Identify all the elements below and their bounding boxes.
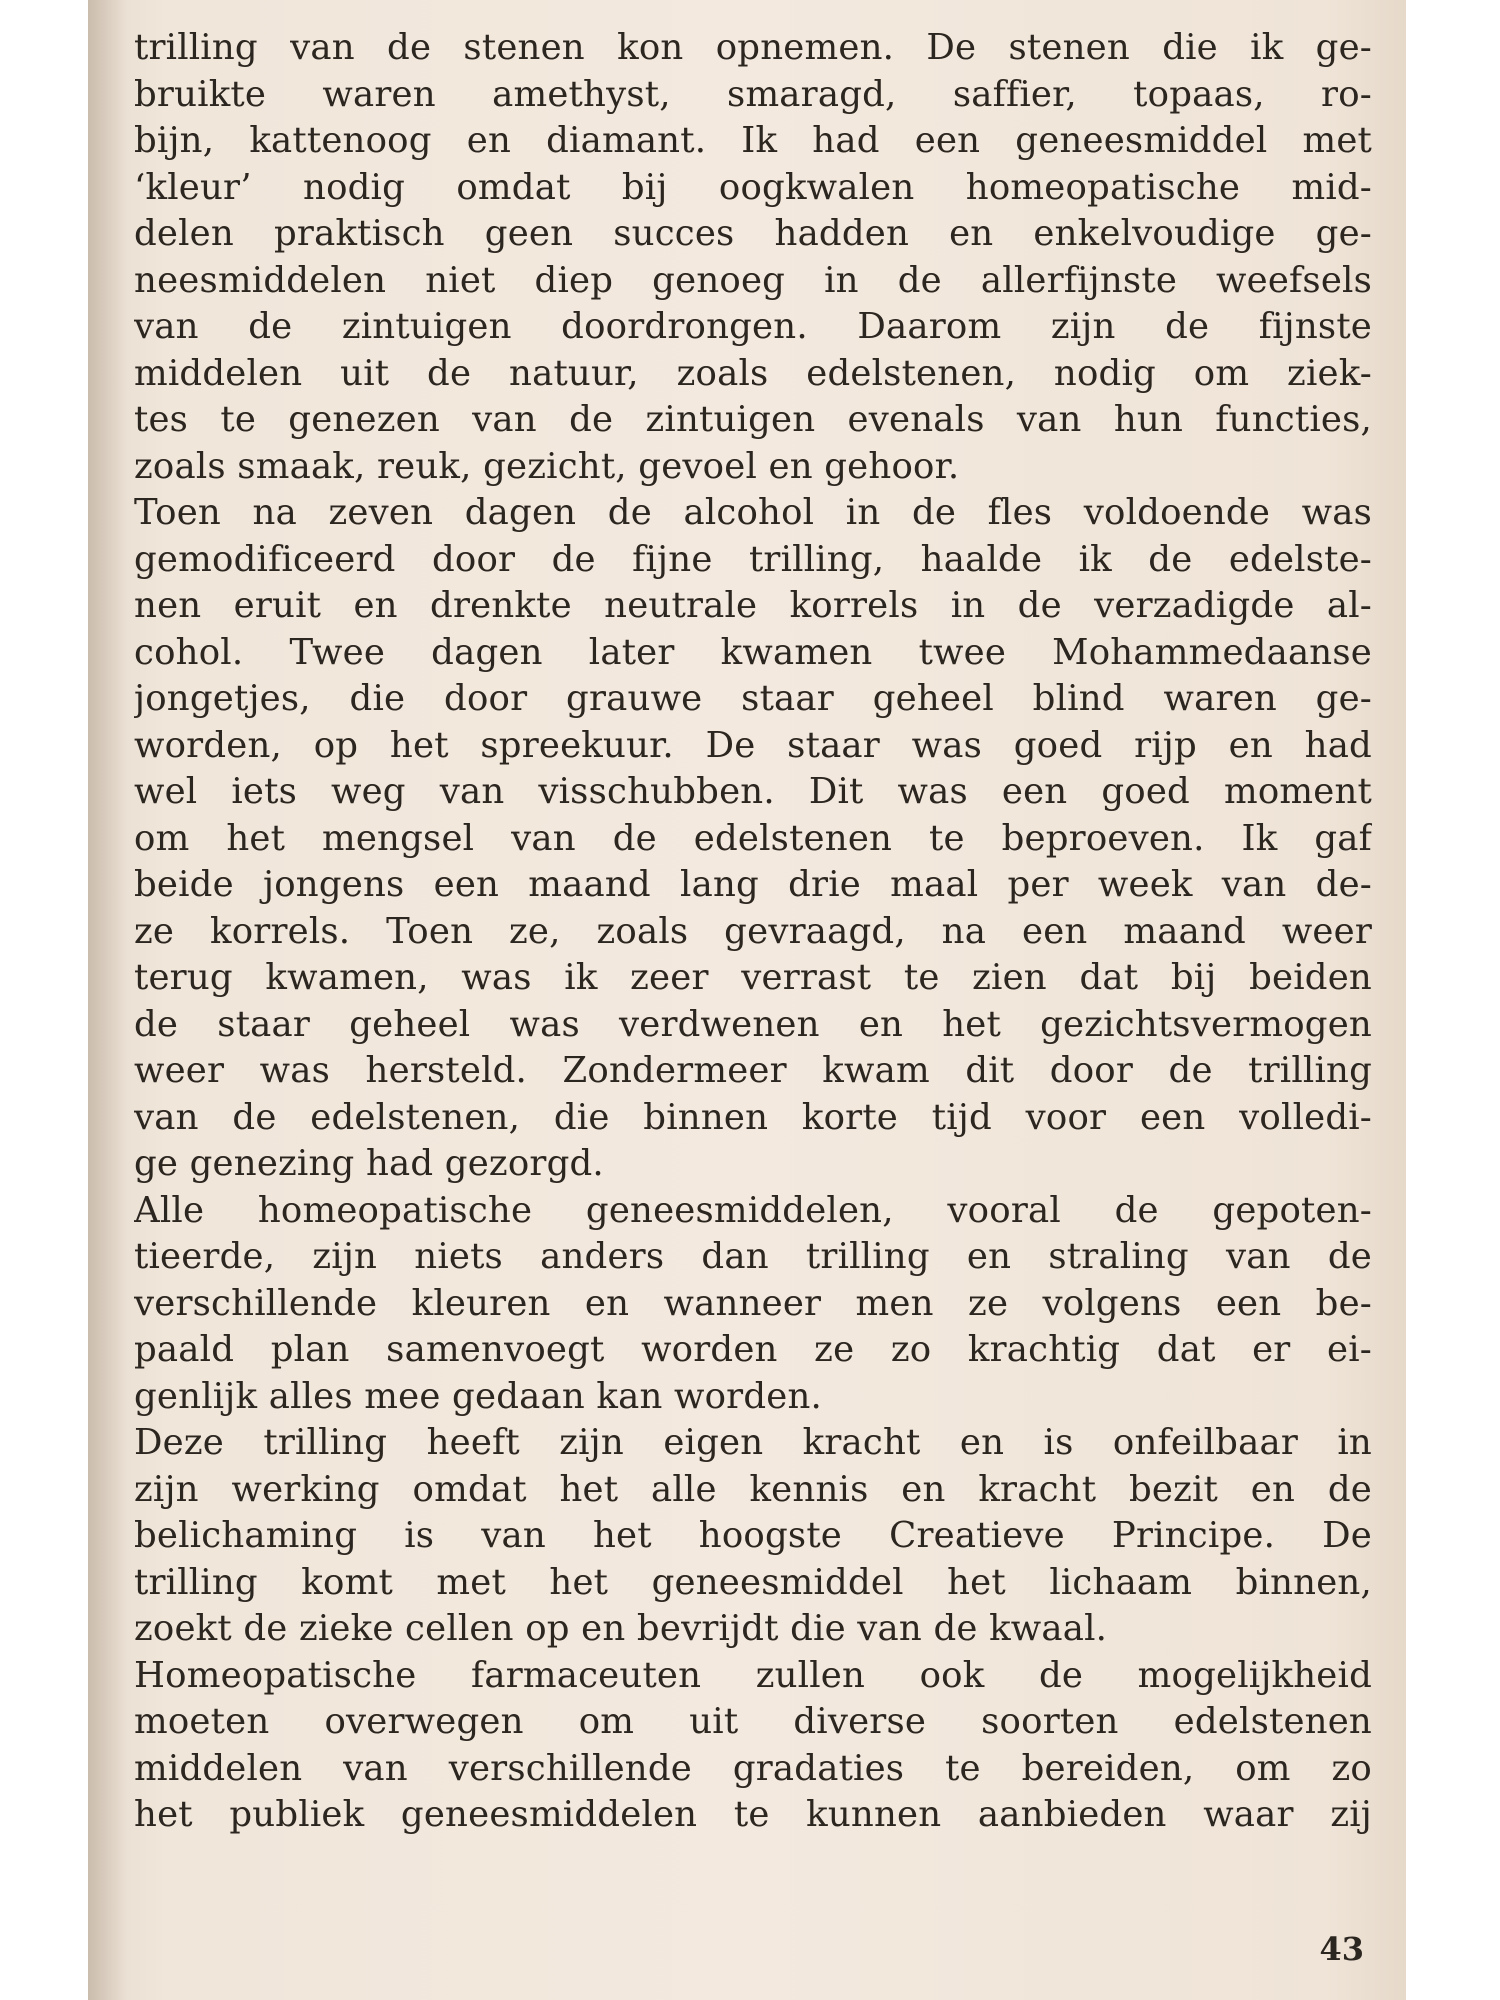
text-line: cohol. Twee dagen later kwamen twee Mohammedaanse (134, 631, 1372, 673)
text-line: nen eruit en drenkte neutrale korrels in de verzadigde al- (134, 585, 1372, 626)
text-line: trilling van de stenen kon opnemen. De stenen die ik ge- (134, 27, 1372, 68)
text-line: neesmiddelen niet diep genoeg in de allerfijnste weefsels (134, 259, 1372, 301)
body-text (134, 25, 1372, 1839)
text-line: paald plan samenvoegt worden ze zo krachtig dat er ei- (134, 1329, 1372, 1370)
text-line: belichaming is van het hoogste Creatieve Principe. De (134, 1515, 1372, 1556)
text-line: zoekt de zieke cellen op en bevrijdt die van de kwaal. (134, 1608, 1108, 1649)
text-line: ‘kleur’ nodig omdat bij oogkwalen homeopatische mid- (134, 166, 1372, 208)
text-line: om het mengsel van de edelstenen te beproeven. Ik gaf (134, 817, 1372, 859)
text-line: genlijk alles mee gedaan kan worden. (134, 1375, 823, 1417)
text-line: bijn, kattenoog en diamant. Ik had een geneesmiddel met (134, 120, 1372, 161)
scanned-page (88, 0, 1406, 2000)
text-line: worden, op het spreekuur. De staar was goed rijp en had (134, 724, 1372, 766)
text-line: weer was hersteld. Zondermeer kwam dit door de trilling (134, 1050, 1372, 1091)
text-line: ze korrels. Toen ze, zoals gevraagd, na een maand weer (134, 910, 1372, 952)
page-number: 43 (1319, 1930, 1364, 1968)
page-edge-shadow (88, 0, 128, 2000)
text-line: zoals smaak, reuk, gezicht, gevoel en gehoor. (134, 445, 960, 487)
text-line: middelen van verschillende gradaties te bereiden, om zo (134, 1747, 1372, 1789)
text-line: gemodificeerd door de fijne trilling, haalde ik de edelste- (134, 538, 1372, 580)
text-line: van de zintuigen doordrongen. Daarom zijn de fijnste (134, 306, 1372, 347)
text-line: de staar geheel was verdwenen en het gezichtsvermogen (134, 1003, 1372, 1045)
text-line: beide jongens een maand lang drie maal per week van de- (134, 864, 1372, 905)
text-line: jongetjes, die door grauwe staar geheel blind waren ge- (134, 678, 1372, 719)
text-line: Homeopatische farmaceuten zullen ook de mogelijkheid (134, 1654, 1372, 1696)
text-line: bruikte waren amethyst, smaragd, saffier, topaas, ro- (134, 73, 1372, 115)
text-line: ge genezing had gezorgd. (134, 1143, 604, 1184)
text-line: verschillende kleuren en wanneer men ze volgens een be- (134, 1282, 1372, 1324)
text-line: Alle homeopatische geneesmiddelen, vooral de gepoten- (134, 1189, 1372, 1231)
text-line: delen praktisch geen succes hadden en enkelvoudige ge- (134, 213, 1372, 254)
text-line: het publiek geneesmiddelen te kunnen aanbieden waar zij (134, 1794, 1372, 1835)
text-line: terug kwamen, was ik zeer verrast te zien dat bij beiden (134, 957, 1372, 998)
text-line: tes te genezen van de zintuigen evenals van hun functies, (134, 399, 1372, 440)
text-line: moeten overwegen om uit diverse soorten edelstenen (134, 1701, 1372, 1742)
text-line: Deze trilling heeft zijn eigen kracht en is onfeilbaar in (134, 1422, 1372, 1463)
text-line: middelen uit de natuur, zoals edelstenen, nodig om ziek- (134, 352, 1372, 394)
text-line: Toen na zeven dagen de alcohol in de fles voldoende was (134, 492, 1372, 533)
text-line: trilling komt met het geneesmiddel het lichaam binnen, (134, 1561, 1372, 1603)
text-line: van de edelstenen, die binnen korte tijd voor een volledi- (134, 1096, 1372, 1138)
text-line: zijn werking omdat het alle kennis en kracht bezit en de (134, 1468, 1372, 1510)
text-line: wel iets weg van visschubben. Dit was een goed moment (134, 771, 1372, 812)
text-line: tieerde, zijn niets anders dan trilling en straling van de (134, 1236, 1372, 1277)
